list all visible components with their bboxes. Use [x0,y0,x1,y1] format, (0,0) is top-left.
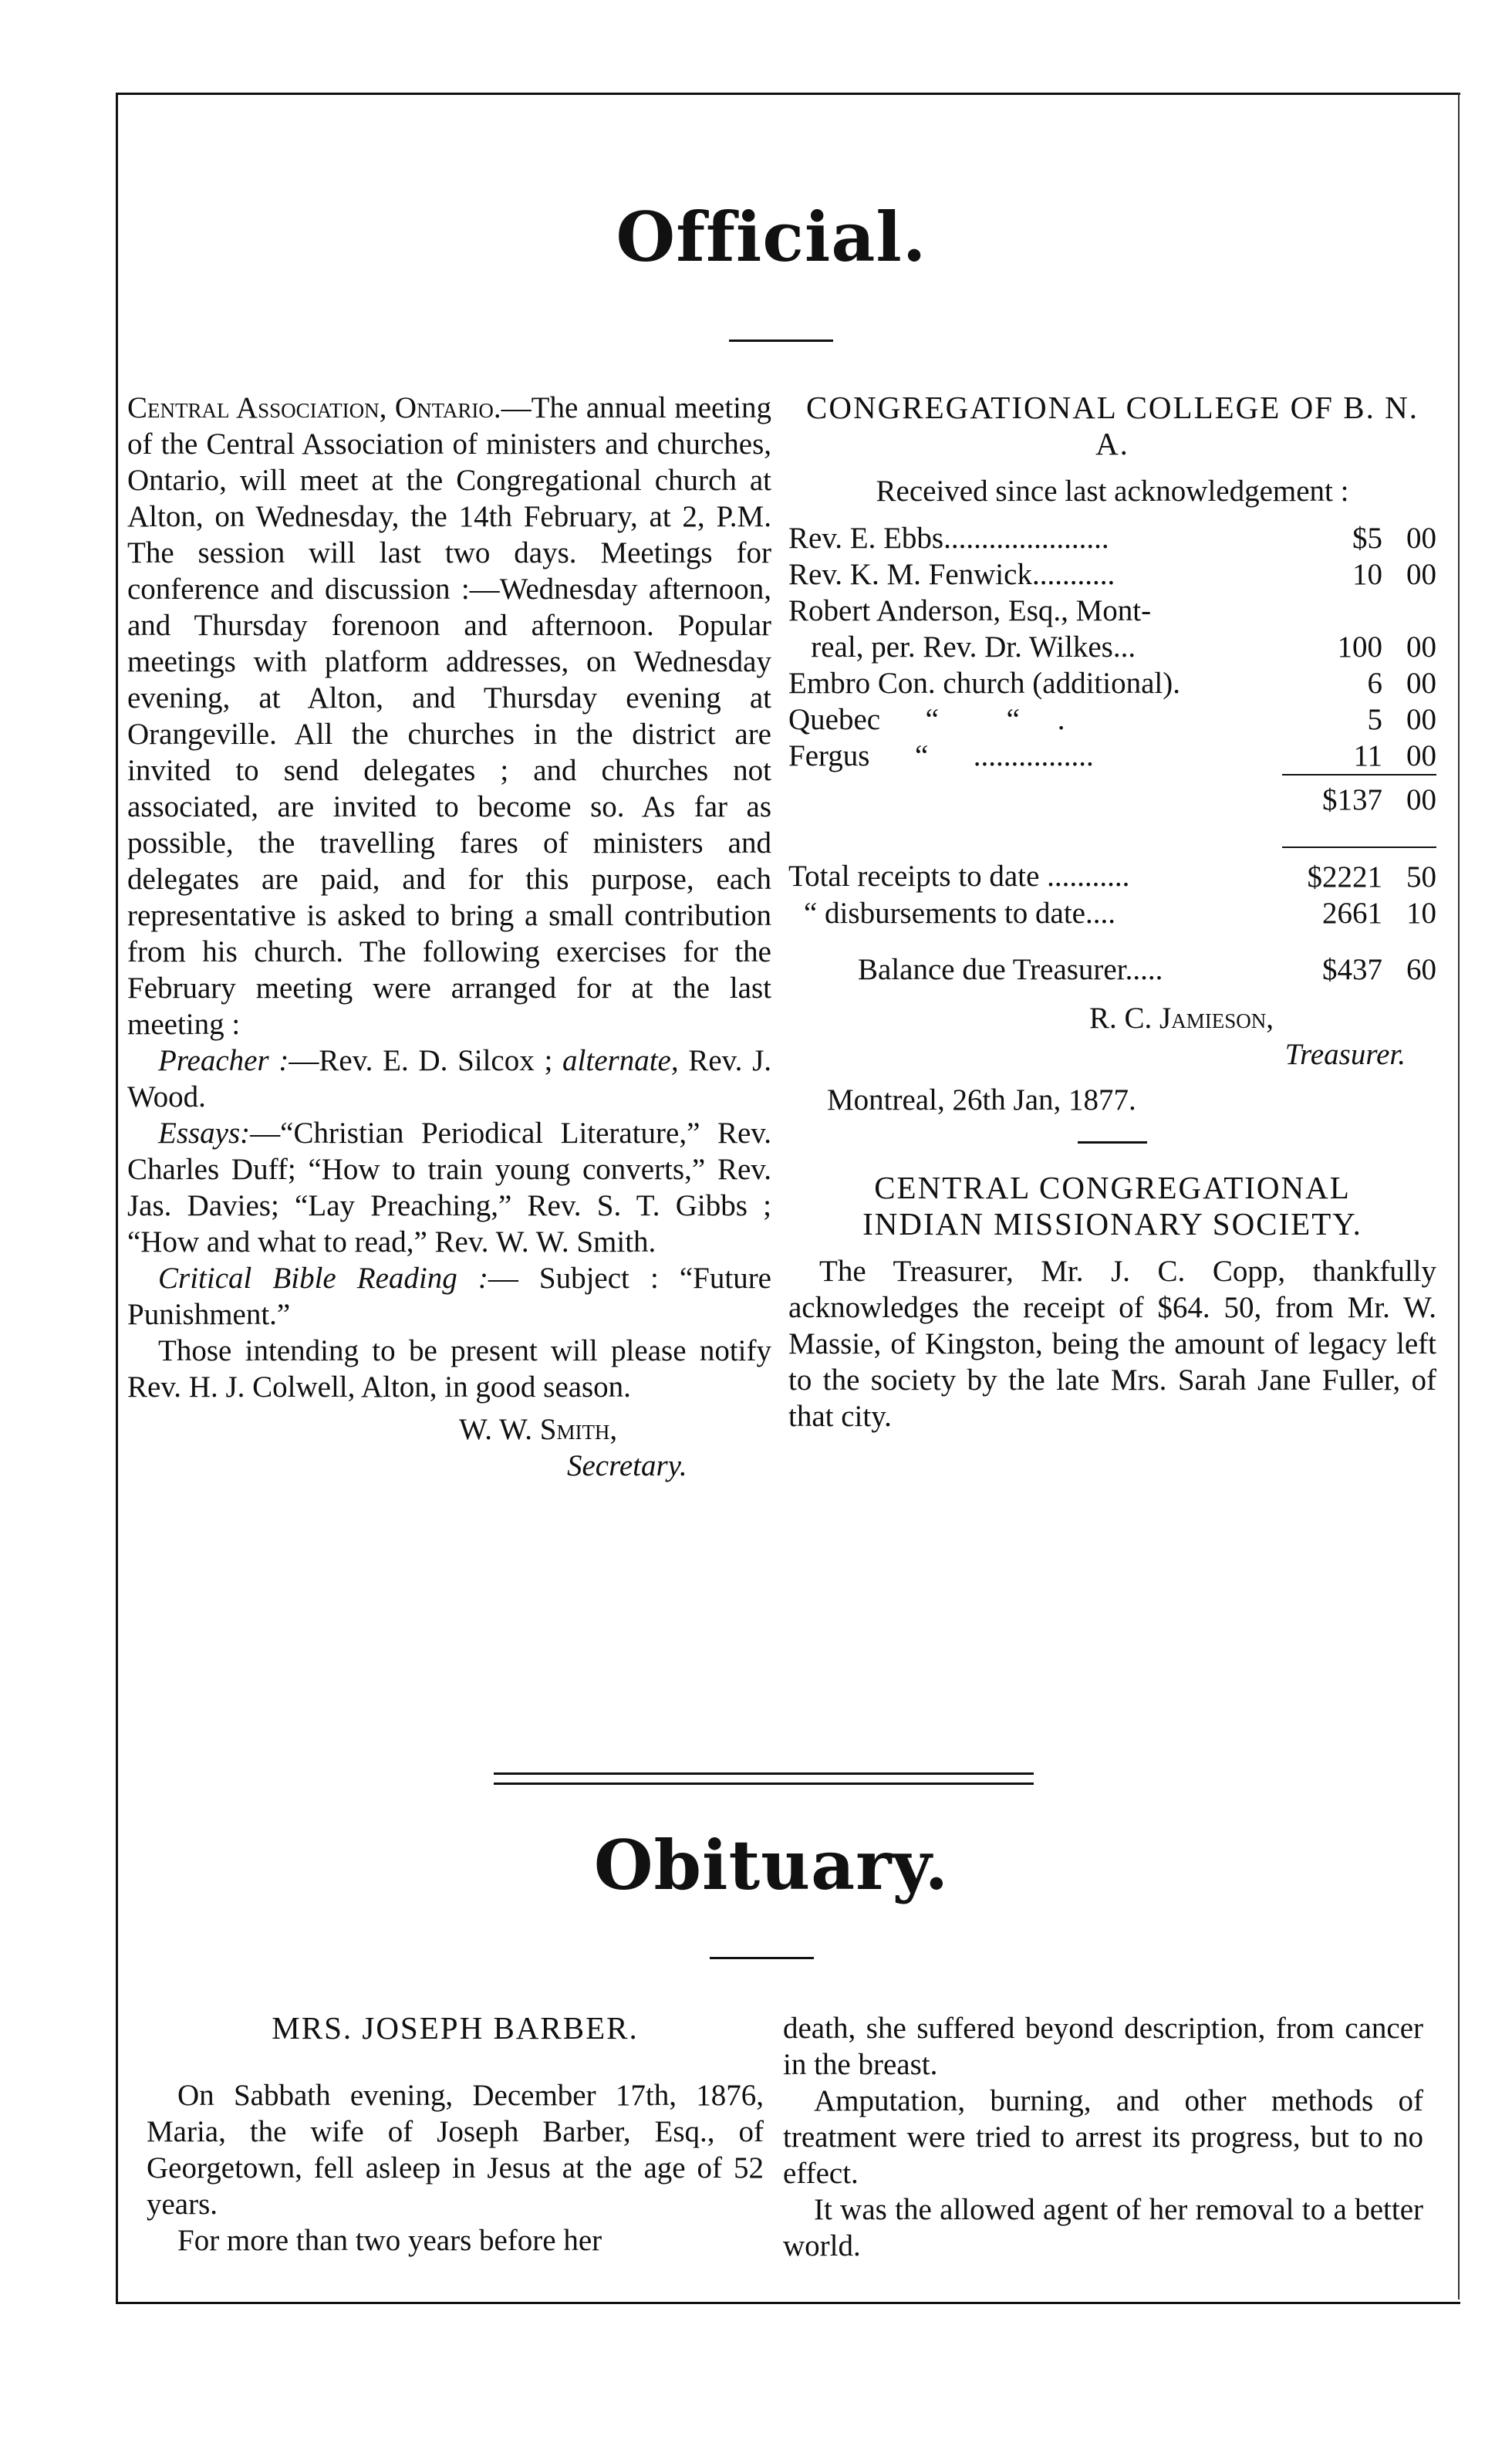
subtotal-row [788,775,1436,818]
obituary-title-rule [710,1957,814,1959]
ledger-item-dollars: 100 [1337,630,1382,664]
ledger-row [788,520,1436,556]
ledger-row [788,738,1436,775]
disbursements-label: “ disbursements to date.... [804,897,1115,930]
obituary-right-column [783,2010,1423,2264]
balance-label: Balance due Treasurer..... [858,953,1163,986]
obituary-paragraph-4: It was the allowed agent of her removal to a better world. [783,2193,1423,2262]
ledger-row [788,593,1436,629]
subtotal-cents: 00 [1382,775,1436,818]
treasurer-title [788,1036,1436,1073]
ledger-item-name: real, per. Rev. Dr. Wilkes... [788,630,1136,664]
ledger-item-name: Embro Con. church (additional). [788,667,1180,700]
ledger-row [788,701,1436,738]
alternate-label: alternate, [562,1044,679,1077]
essays-line [127,1115,771,1260]
dateline: Montreal, 26th Jan, 1877. [827,1083,1136,1117]
ledger-item-dollars: $5 [1352,522,1382,555]
ledger-item-name: Robert Anderson, Esq., Mont- [788,594,1152,627]
signer-title-text: Secretary. [567,1449,687,1482]
official-title: Official. [616,197,927,277]
treasurer-title-text: Treasurer. [1284,1038,1406,1071]
ledger-row [788,629,1436,665]
college-column [788,390,1436,1434]
alternate-text: Rev. J. Wood. [127,1044,772,1113]
official-title-rule [729,340,833,342]
bible-reading-label: Critical Bible Reading : [158,1262,488,1295]
central-association-notice [127,390,771,1484]
notice-lead: Central Association, Ontario. [127,391,501,424]
ledger-item-dollars: 11 [1353,739,1382,772]
disbursements-dollars: 2661 [1322,897,1382,930]
subtotal-spacer [788,818,1436,847]
treasurer-name: R. C. Jamieson, [1089,1002,1274,1035]
receipts-label: Total receipts to date ........... [788,860,1130,893]
notice-closing: Those intending to be present will please notify Rev. H. J. Colwell, Alton, in good season. [127,1334,771,1404]
ledger-item-cents: 00 [1406,558,1436,591]
ledger-item-cents: 00 [1406,667,1436,700]
right-border-rule [1458,93,1460,2299]
obituary-paragraph-3: Amputation, burning, and other methods of treatment were tried to arrest its progress, but to no effect. [783,2084,1423,2190]
receipts-cents: 50 [1406,860,1436,894]
obituary-title: Obituary. [593,1825,950,1905]
ledger-row [788,665,1436,701]
college-heading: CONGREGATIONAL COLLEGE OF B. N. A. [806,390,1419,461]
preacher-line [127,1042,771,1115]
notice-body: —The annual meeting of the Central Association of ministers and churches, Ontario, will meet at the Congregational church at Alton, on Wednesday, the 14th February, at 2, P.M. The session will last two days. Meetings for conference and discussion :—Wednesday afternoon, and Thursday forenoon and afternoon. Popular meetings with platform addresses, on Wednesday evening, at Alton, and Thursday evening at Orangeville. All the churches in the district are invited to send delegates ; and churches not associated, are invited to become so. As far as possible, the travelling fares of ministers and delegates are paid, and for this purpose, each representative is asked to bring a small contribution from his church. The following exercises for the February meeting were arranged for at the last meeting : [127,391,771,1041]
obituary-left-column [147,2010,764,2259]
disbursements-row [788,895,1436,931]
missionary-heading-line2: INDIAN MISSIONARY SOCIETY. [862,1206,1362,1242]
obituary-paragraph-1: On Sabbath evening, December 17th, 1876, Maria, the wife of Joseph Barber, Esq., of Georgetown, fell asleep in Jesus at the age of 52 years. [147,2079,764,2221]
college-ledger [788,520,1436,988]
ledger-item-name: Rev. E. Ebbs...................... [788,522,1109,555]
ledger-item-dollars: 6 [1367,667,1382,700]
ledger-item-dollars [1282,593,1382,629]
essays-label: Essays: [158,1117,251,1150]
obituary-subject: MRS. JOSEPH BARBER. [272,2010,639,2046]
ledger-row [788,556,1436,593]
ledger-item-cents: 00 [1406,630,1436,664]
balance-row [788,931,1436,988]
notice-paragraph [127,390,771,1042]
ledger-item-dollars: 10 [1352,558,1382,591]
ledger-item-cents: 00 [1406,739,1436,772]
disbursements-cents: 10 [1406,897,1436,930]
received-line: Received since last acknowledgement : [876,475,1349,508]
obituary-paragraph-2-end: death, she suffered beyond description, from cancer in the breast. [783,2012,1423,2081]
ledger-item-cents: 00 [1406,522,1436,555]
section-divider [494,1772,1034,1785]
signer-title [127,1448,771,1484]
obituary-paragraph-2-start: For more than two years before her [177,2224,602,2257]
ledger-item-dollars: 5 [1367,703,1382,736]
ledger-item-name: Fergus “ ................ [788,739,1094,772]
balance-dollars: $437 [1322,953,1382,986]
subtotal-dollars: $137 [1282,775,1382,818]
balance-cents: 60 [1406,953,1436,986]
receipts-dollars: $2221 [1307,860,1382,894]
missionary-heading-line1: CENTRAL CONGREGATIONAL [874,1170,1351,1205]
preacher-text: —Rev. E. D. Silcox ; [289,1044,553,1077]
ledger-item-name: Quebec “ “ . [788,703,1065,736]
receipts-row [788,847,1436,895]
ledger-items [788,520,1436,775]
bible-reading-text: — Subject : “Future Punishment.” [127,1262,771,1331]
bible-reading-line [127,1260,771,1333]
ledger-item-name: Rev. K. M. Fenwick........... [788,558,1115,591]
essays-text: —“Christian Periodical Literature,” Rev. Charles Duff; “How to train young converts,” Rev. Jas. Davies; “Lay Preaching,” Rev. S. T. Gibbs ; “How and what to read,” Rev. W. W. Smith. [127,1117,771,1259]
signer-name: W. W. Smith, [459,1413,618,1446]
preacher-label: Preacher : [158,1044,289,1077]
ledger-item-cents: 00 [1406,703,1436,736]
column-divider-rule [1078,1141,1147,1144]
missionary-body: The Treasurer, Mr. J. C. Copp, thankfully acknowledges the receipt of $64. 50, from Mr. W. Massie, of Kingston, being the amount of legacy left to the society by the late Mrs. Sarah Jane Fuller, of that city. [788,1255,1436,1433]
ledger-item-cents [1382,593,1436,629]
